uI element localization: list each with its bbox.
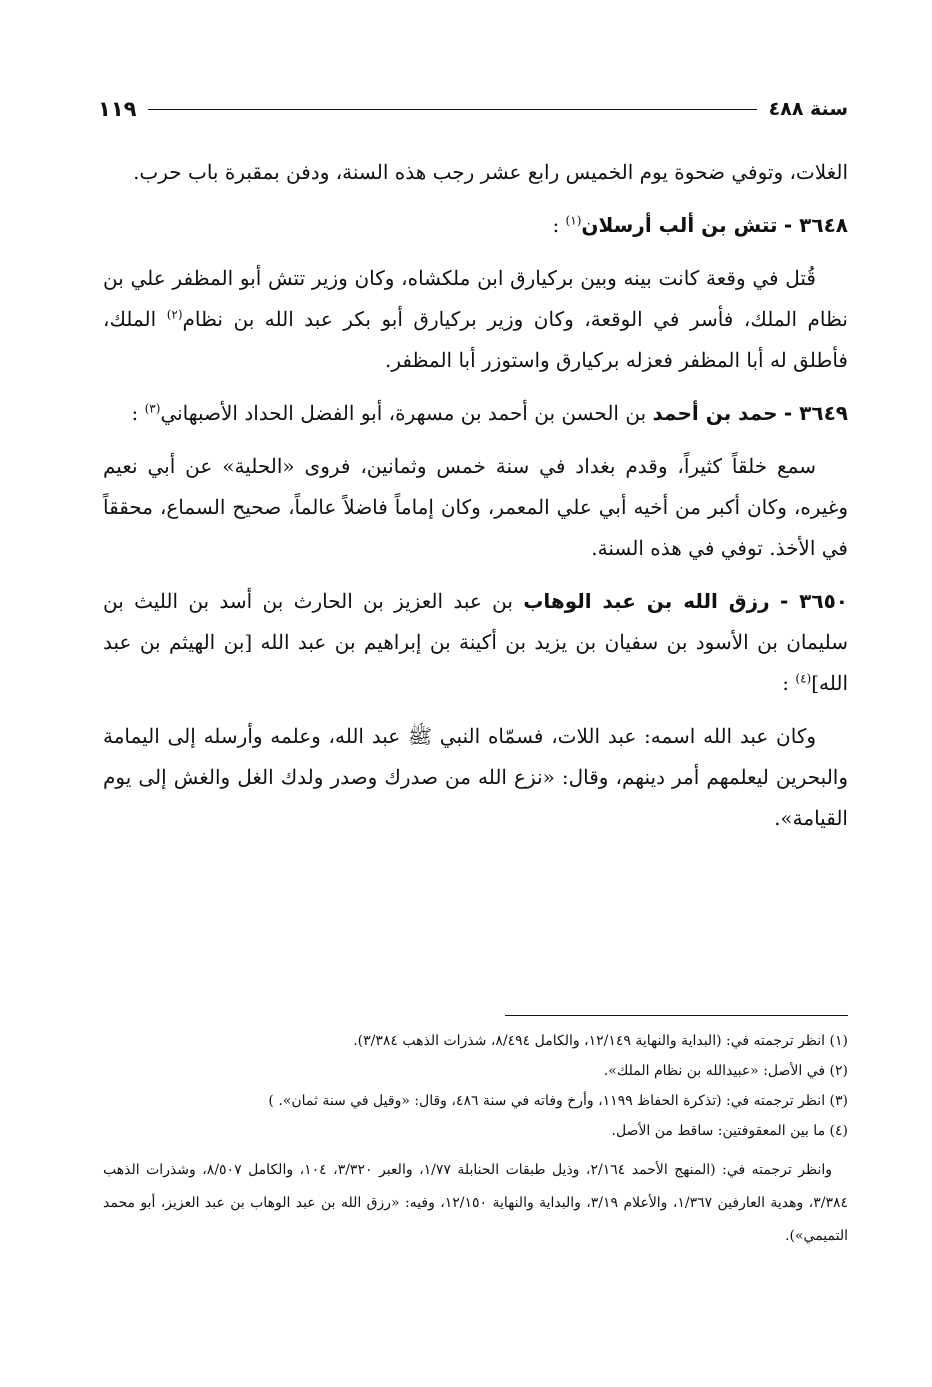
entry-name: تتش بن ألب أرسلان bbox=[581, 213, 778, 237]
entry-body-text: الملك، فأطلق له أبا المظفر فعزله بركيارق واستوزر أبا المظفر. bbox=[103, 307, 848, 372]
entry-colon: : bbox=[552, 213, 560, 237]
entry-body-text: قُتل في وقعة كانت بينه وبين بركيارق ابن ملكشاه، وكان وزير تتش أبو المظفر علي بن نظام الملك، فأسر في الوقعة، وكان وزير بركيارق أبو بكر عبد الله بن نظام bbox=[103, 266, 849, 331]
footnote-4: (٤) ما بين المعقوفتين: ساقط من الأصل. bbox=[611, 1123, 848, 1139]
entry-colon: : bbox=[131, 401, 139, 425]
entry-number: ٣٦٥٠ - bbox=[779, 589, 848, 613]
footnote-ref[interactable]: (٣) bbox=[144, 401, 161, 416]
entry-heading-3648 bbox=[103, 205, 848, 246]
paragraph-continuation: الغلات، وتوفي ضحوة يوم الخميس رابع عشر رجب هذه السنة، ودفن بمقبرة باب حرب. bbox=[133, 160, 848, 184]
footnote-ref[interactable]: (٤) bbox=[795, 671, 812, 686]
footnote-references: وانظر ترجمته في: (المنهج الأحمد ٢/١٦٤، وذيل طبقات الحنابلة ١/٧٧، والعبر ٣/٣٢٠، ١٠٤، والكامل ٨/٥٠٧، وشذرات الذهب ٣/٣٨٤، وهدية العارفين ١/٣٦٧، والأعلام ٣/١٩، والبداية والنهاية ١٢/١٥٠، وفيه: «رزق الله بن عبد الوهاب بن عبد العزيز، أبو محمد التميمي»). bbox=[103, 1162, 848, 1244]
footnote-ref[interactable]: (١) bbox=[565, 213, 582, 228]
entry-name: رزق الله بن عبد الوهاب bbox=[523, 589, 770, 613]
entry-body-3648 bbox=[103, 258, 848, 381]
header-rule bbox=[148, 109, 756, 110]
entry-number: ٣٦٤٨ - bbox=[783, 213, 848, 237]
entry-body-3649: سمع خلقاً كثيراً، وقدم بغداد في سنة خمس وثمانين، فروى «الحلية» عن أبي نعيم وغيره، وكان أكبر من أخيه أبي علي المعمر، وكان إماماً فاضلاً عالماً، صحيح السماع، محققاً في الأخذ. توفي في هذه السنة. bbox=[103, 454, 848, 560]
entry-heading-3650 bbox=[103, 581, 848, 704]
running-header bbox=[98, 92, 848, 126]
entry-colon: : bbox=[782, 671, 790, 695]
footnotes bbox=[103, 1026, 848, 1253]
main-text bbox=[103, 152, 848, 839]
page-number: ١١٩ bbox=[98, 97, 137, 121]
footnote-1: (١) انظر ترجمته في: (البداية والنهاية ١٢/١٤٩، والكامل ٨/٤٩٤، شذرات الذهب ٣/٣٨٤). bbox=[353, 1033, 848, 1049]
entry-body-3650: وكان عبد الله اسمه: عبد اللات، فسمّاه النبي ﷺ عبد الله، وعلمه وأرسله إلى اليمامة والبحرين ليعلمهم أمر دينهم، وقال: «نزع الله من صدرك وصدر ولدك الغل والغش إلى يوم القيامة». bbox=[103, 724, 848, 830]
footnote-separator bbox=[505, 1015, 848, 1016]
entry-heading-3649 bbox=[103, 393, 848, 434]
footnote-3: (٣) انظر ترجمته في: (تذكرة الحفاظ ١١٩٩، وأرخ وفاته في سنة ٤٨٦، وقال: «وقيل في سنة ثمان». ) bbox=[268, 1093, 848, 1109]
header-year: سنة ٤٨٨ bbox=[768, 98, 848, 120]
entry-name: حمد بن أحمد bbox=[652, 401, 778, 425]
footnote-2: (٢) في الأصل: «عبيدالله بن نظام الملك». bbox=[603, 1063, 848, 1079]
entry-lineage: بن عبد العزيز بن الحارث بن أسد بن الليث بن سليمان بن الأسود بن سفيان بن يزيد بن أكينة بن إبراهيم بن عبد الله [بن الهيثم بن عبد الله] bbox=[103, 589, 848, 695]
entry-lineage: بن الحسن بن أحمد بن مسهرة، أبو الفضل الحداد الأصبهاني bbox=[160, 401, 647, 425]
footnote-ref[interactable]: (٢) bbox=[166, 307, 183, 322]
entry-number: ٣٦٤٩ - bbox=[783, 401, 848, 425]
